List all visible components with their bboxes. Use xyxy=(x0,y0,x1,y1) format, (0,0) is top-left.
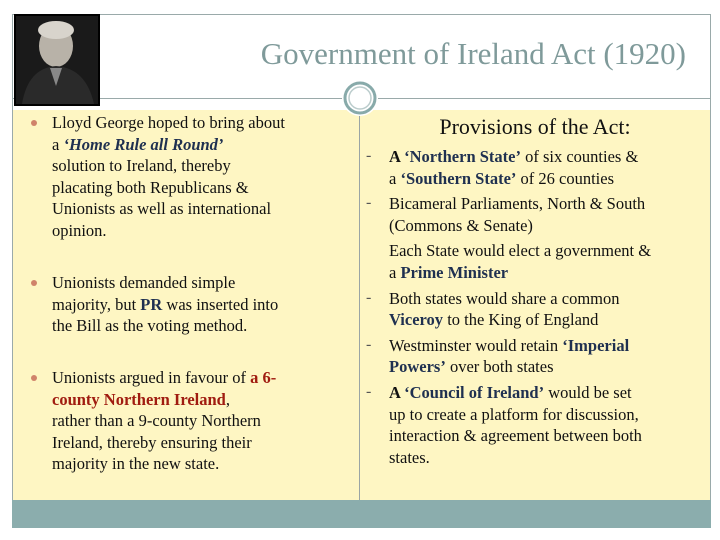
text-segment: Unionists as well as international xyxy=(52,199,272,219)
provisions-heading: Provisions of the Act: xyxy=(439,114,631,139)
text-line xyxy=(52,453,276,475)
bullet-text xyxy=(389,146,638,189)
bullet-text xyxy=(389,382,642,468)
text-line xyxy=(389,146,638,168)
text-segment: , xyxy=(225,389,230,409)
text-segment: Both states would share a common xyxy=(389,288,620,308)
text-line xyxy=(389,447,642,469)
text-line xyxy=(389,335,629,357)
bullet-icon xyxy=(31,280,37,286)
text-segment: would be set xyxy=(544,383,632,402)
text-line xyxy=(52,198,285,220)
text-segment: placating both Republicans & xyxy=(52,177,249,197)
text-segment: Westminster would retain xyxy=(389,335,563,355)
text-segment: up to create a platform for discussion, xyxy=(389,404,639,424)
bullet-text xyxy=(52,272,278,337)
text-line xyxy=(389,356,629,378)
text-line xyxy=(389,382,642,404)
text-line xyxy=(52,272,278,294)
dash-marker: - xyxy=(366,288,372,306)
bullet-text xyxy=(389,288,620,331)
text-segment: a xyxy=(52,134,64,154)
text-segment: Unionists argued in favour of xyxy=(52,368,251,387)
bullet-text xyxy=(389,240,651,283)
text-segment: majority, but xyxy=(52,294,141,314)
text-line xyxy=(389,168,638,190)
text-line xyxy=(389,193,645,215)
text-segment: a xyxy=(389,262,401,282)
highlighted-text: county Northern Ireland xyxy=(52,389,226,409)
highlighted-text: ‘Home Rule all Round’ xyxy=(63,134,224,154)
highlighted-text: a 6- xyxy=(250,368,277,387)
text-segment: to the King of England xyxy=(443,310,599,330)
text-segment: Lloyd George hoped to bring about xyxy=(52,113,285,132)
text-segment: (Commons & Senate) xyxy=(389,215,533,235)
text-segment: was inserted into xyxy=(162,294,279,314)
text-line xyxy=(389,240,651,262)
text-segment: Bicameral Parliaments, North & South xyxy=(389,194,646,214)
column-divider xyxy=(359,110,360,500)
text-segment: over both states xyxy=(445,357,554,377)
dash-marker: - xyxy=(366,194,372,212)
text-segment: of six counties & xyxy=(520,147,639,166)
text-line xyxy=(389,215,645,237)
slide-title: Government of Ireland Act (1920) xyxy=(260,36,686,71)
text-segment: majority in the new state. xyxy=(52,454,220,474)
highlighted-text: Powers’ xyxy=(389,357,446,377)
text-line xyxy=(389,262,651,284)
highlighted-text: ‘Imperial xyxy=(562,335,630,355)
text-segment: Ireland, thereby ensuring their xyxy=(52,432,252,452)
text-line xyxy=(52,112,285,134)
text-segment: solution to Ireland, thereby xyxy=(52,156,231,176)
text-line xyxy=(52,367,276,389)
text-line xyxy=(52,389,276,411)
portrait-photo xyxy=(14,14,100,106)
dash-marker: - xyxy=(366,383,372,400)
text-segment: opinion. xyxy=(52,220,107,240)
text-line xyxy=(389,288,620,310)
header-divider-right xyxy=(378,98,710,99)
text-segment: rather than a 9-county Northern xyxy=(52,411,261,431)
text-line xyxy=(389,309,620,331)
text-line xyxy=(52,155,285,177)
text-line xyxy=(52,134,285,156)
text-segment: of 26 counties xyxy=(516,168,615,188)
highlighted-text: ‘Southern State’ xyxy=(400,168,517,188)
text-line xyxy=(389,404,642,426)
footer-bar xyxy=(12,500,711,528)
text-segment: interaction & agreement between both xyxy=(389,426,642,446)
text-line xyxy=(389,425,642,447)
highlighted-text: ‘Northern State’ xyxy=(404,147,521,166)
bullet-icon xyxy=(31,375,37,381)
bullet-text xyxy=(52,112,285,242)
ring-ornament xyxy=(342,80,378,116)
highlighted-text: A xyxy=(389,383,405,402)
highlighted-text: A xyxy=(389,147,405,166)
dash-marker: - xyxy=(366,335,372,353)
highlighted-text: PR xyxy=(140,294,163,314)
text-segment: a xyxy=(389,168,401,188)
bullet-text xyxy=(52,367,276,475)
text-line xyxy=(52,410,276,432)
text-segment: Unionists demanded simple xyxy=(52,273,236,292)
text-segment: the Bill as the voting method. xyxy=(52,316,248,336)
text-line xyxy=(52,177,285,199)
text-line xyxy=(52,220,285,242)
highlighted-text: ‘Council of Ireland’ xyxy=(404,383,545,402)
dash-marker: - xyxy=(366,147,372,164)
text-line xyxy=(52,432,276,454)
text-segment: Each State would elect a government & xyxy=(389,241,652,261)
text-segment: states. xyxy=(389,447,430,467)
highlighted-text: Viceroy xyxy=(389,310,444,330)
bullet-text xyxy=(389,335,629,378)
text-line xyxy=(52,294,278,316)
bullet-text xyxy=(389,193,645,236)
text-line xyxy=(52,315,278,337)
highlighted-text: Prime Minister xyxy=(400,262,509,282)
bullet-icon xyxy=(31,120,37,126)
